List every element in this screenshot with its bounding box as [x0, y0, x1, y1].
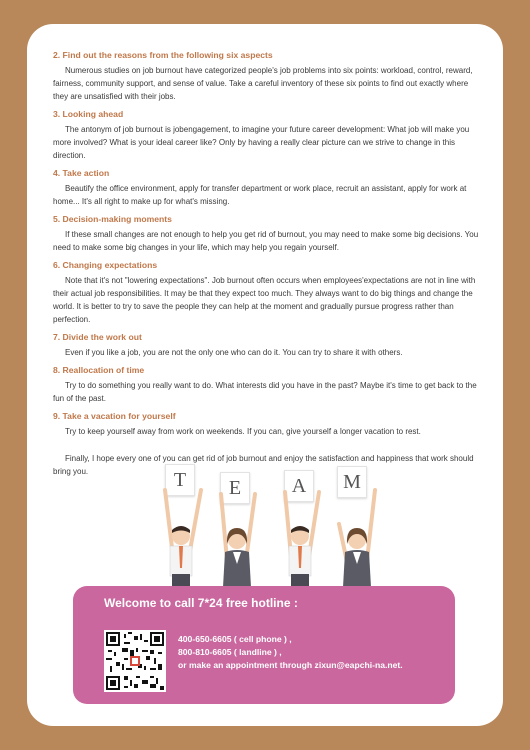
section-3: [53, 109, 485, 162]
section-title: 4. Take action: [53, 168, 110, 178]
article-content: [53, 50, 485, 478]
hotline-landline[interactable]: 800-810-6605 ( landline ) ,: [178, 647, 282, 657]
section-body: Note that it's not "lowering expectations". Job burnout often occurs when employees'expectations are not in line with their actual job responsibilities. It may be that they expect too much. They always want to do big things and change the world. It is better to try to save the people they can help at the moment and gradually pursue progress rather than perfection.: [53, 276, 476, 324]
section-body: Try to do something you really want to do. What interests did you have in the past? Maybe it's time to get back to the fun of the past.: [53, 381, 477, 403]
section-title: 9. Take a vacation for yourself: [53, 411, 176, 421]
section-body: Numerous studies on job burnout have categorized people's job problems into six points: workload, control, reward, fairness, community support, and sense of value. Take a careful inventory of these six points to find out exactly where they are unsatisfied with their jobs.: [53, 66, 473, 101]
team-sign-t: T: [165, 464, 195, 496]
section-body: Beautify the office environment, apply for transfer department or work place, recruit an assistant, apply for work at home... It's all right to make up for what's missing.: [53, 184, 467, 206]
section-body: Try to keep yourself away from work on weekends. If you can, give yourself a longer vacation to rest.: [65, 427, 421, 436]
section-2: [53, 50, 485, 103]
section-body: The antonym of job burnout is jobengagement, to imagine your future career development: What job will make you more involved? What is your ideal career like? Only by having a really clear picture can we strive to change in this direction.: [53, 125, 470, 160]
team-illustration: [141, 464, 381, 587]
team-people-icon: [141, 464, 381, 587]
closing-paragraph: Finally, I hope every one of you can get rid of job burnout and enjoy the satisfaction and happiness that work should bring you.: [53, 454, 474, 476]
team-sign-a: A: [284, 470, 314, 502]
hotline-email[interactable]: or make an appointment through zixun@eapchi-na.net.: [178, 660, 403, 670]
section-title: 5. Decision-making moments: [53, 214, 172, 224]
section-title: 3. Looking ahead: [53, 109, 124, 119]
section-6: [53, 260, 485, 326]
section-body: If these small changes are not enough to help you get rid of burnout, you may need to make some big decisions. You need to make some big changes in your life, which may help you regain yourself.: [53, 230, 479, 252]
hotline-box: [73, 586, 455, 704]
team-sign-m: M: [337, 466, 367, 498]
section-4: [53, 168, 485, 208]
section-7: [53, 332, 485, 359]
section-body: Even if you like a job, you are not the only one who can do it. You can try to share it with others.: [65, 348, 403, 357]
qr-code-icon[interactable]: [104, 630, 166, 692]
section-9: [53, 411, 485, 438]
team-sign-e: E: [220, 472, 250, 504]
hotline-cell-phone[interactable]: 400-650-6605 ( cell phone ) ,: [178, 634, 292, 644]
section-title: 6. Changing expectations: [53, 260, 158, 270]
section-5: [53, 214, 485, 254]
hotline-title: Welcome to call 7*24 free hotline :: [104, 596, 298, 610]
section-title: 2. Find out the reasons from the following six aspects: [53, 50, 273, 60]
page-card: [27, 24, 503, 726]
section-8: [53, 365, 485, 405]
hotline-contacts: [178, 633, 438, 672]
section-title: 7. Divide the work out: [53, 332, 142, 342]
section-title: 8. Reallocation of time: [53, 365, 145, 375]
